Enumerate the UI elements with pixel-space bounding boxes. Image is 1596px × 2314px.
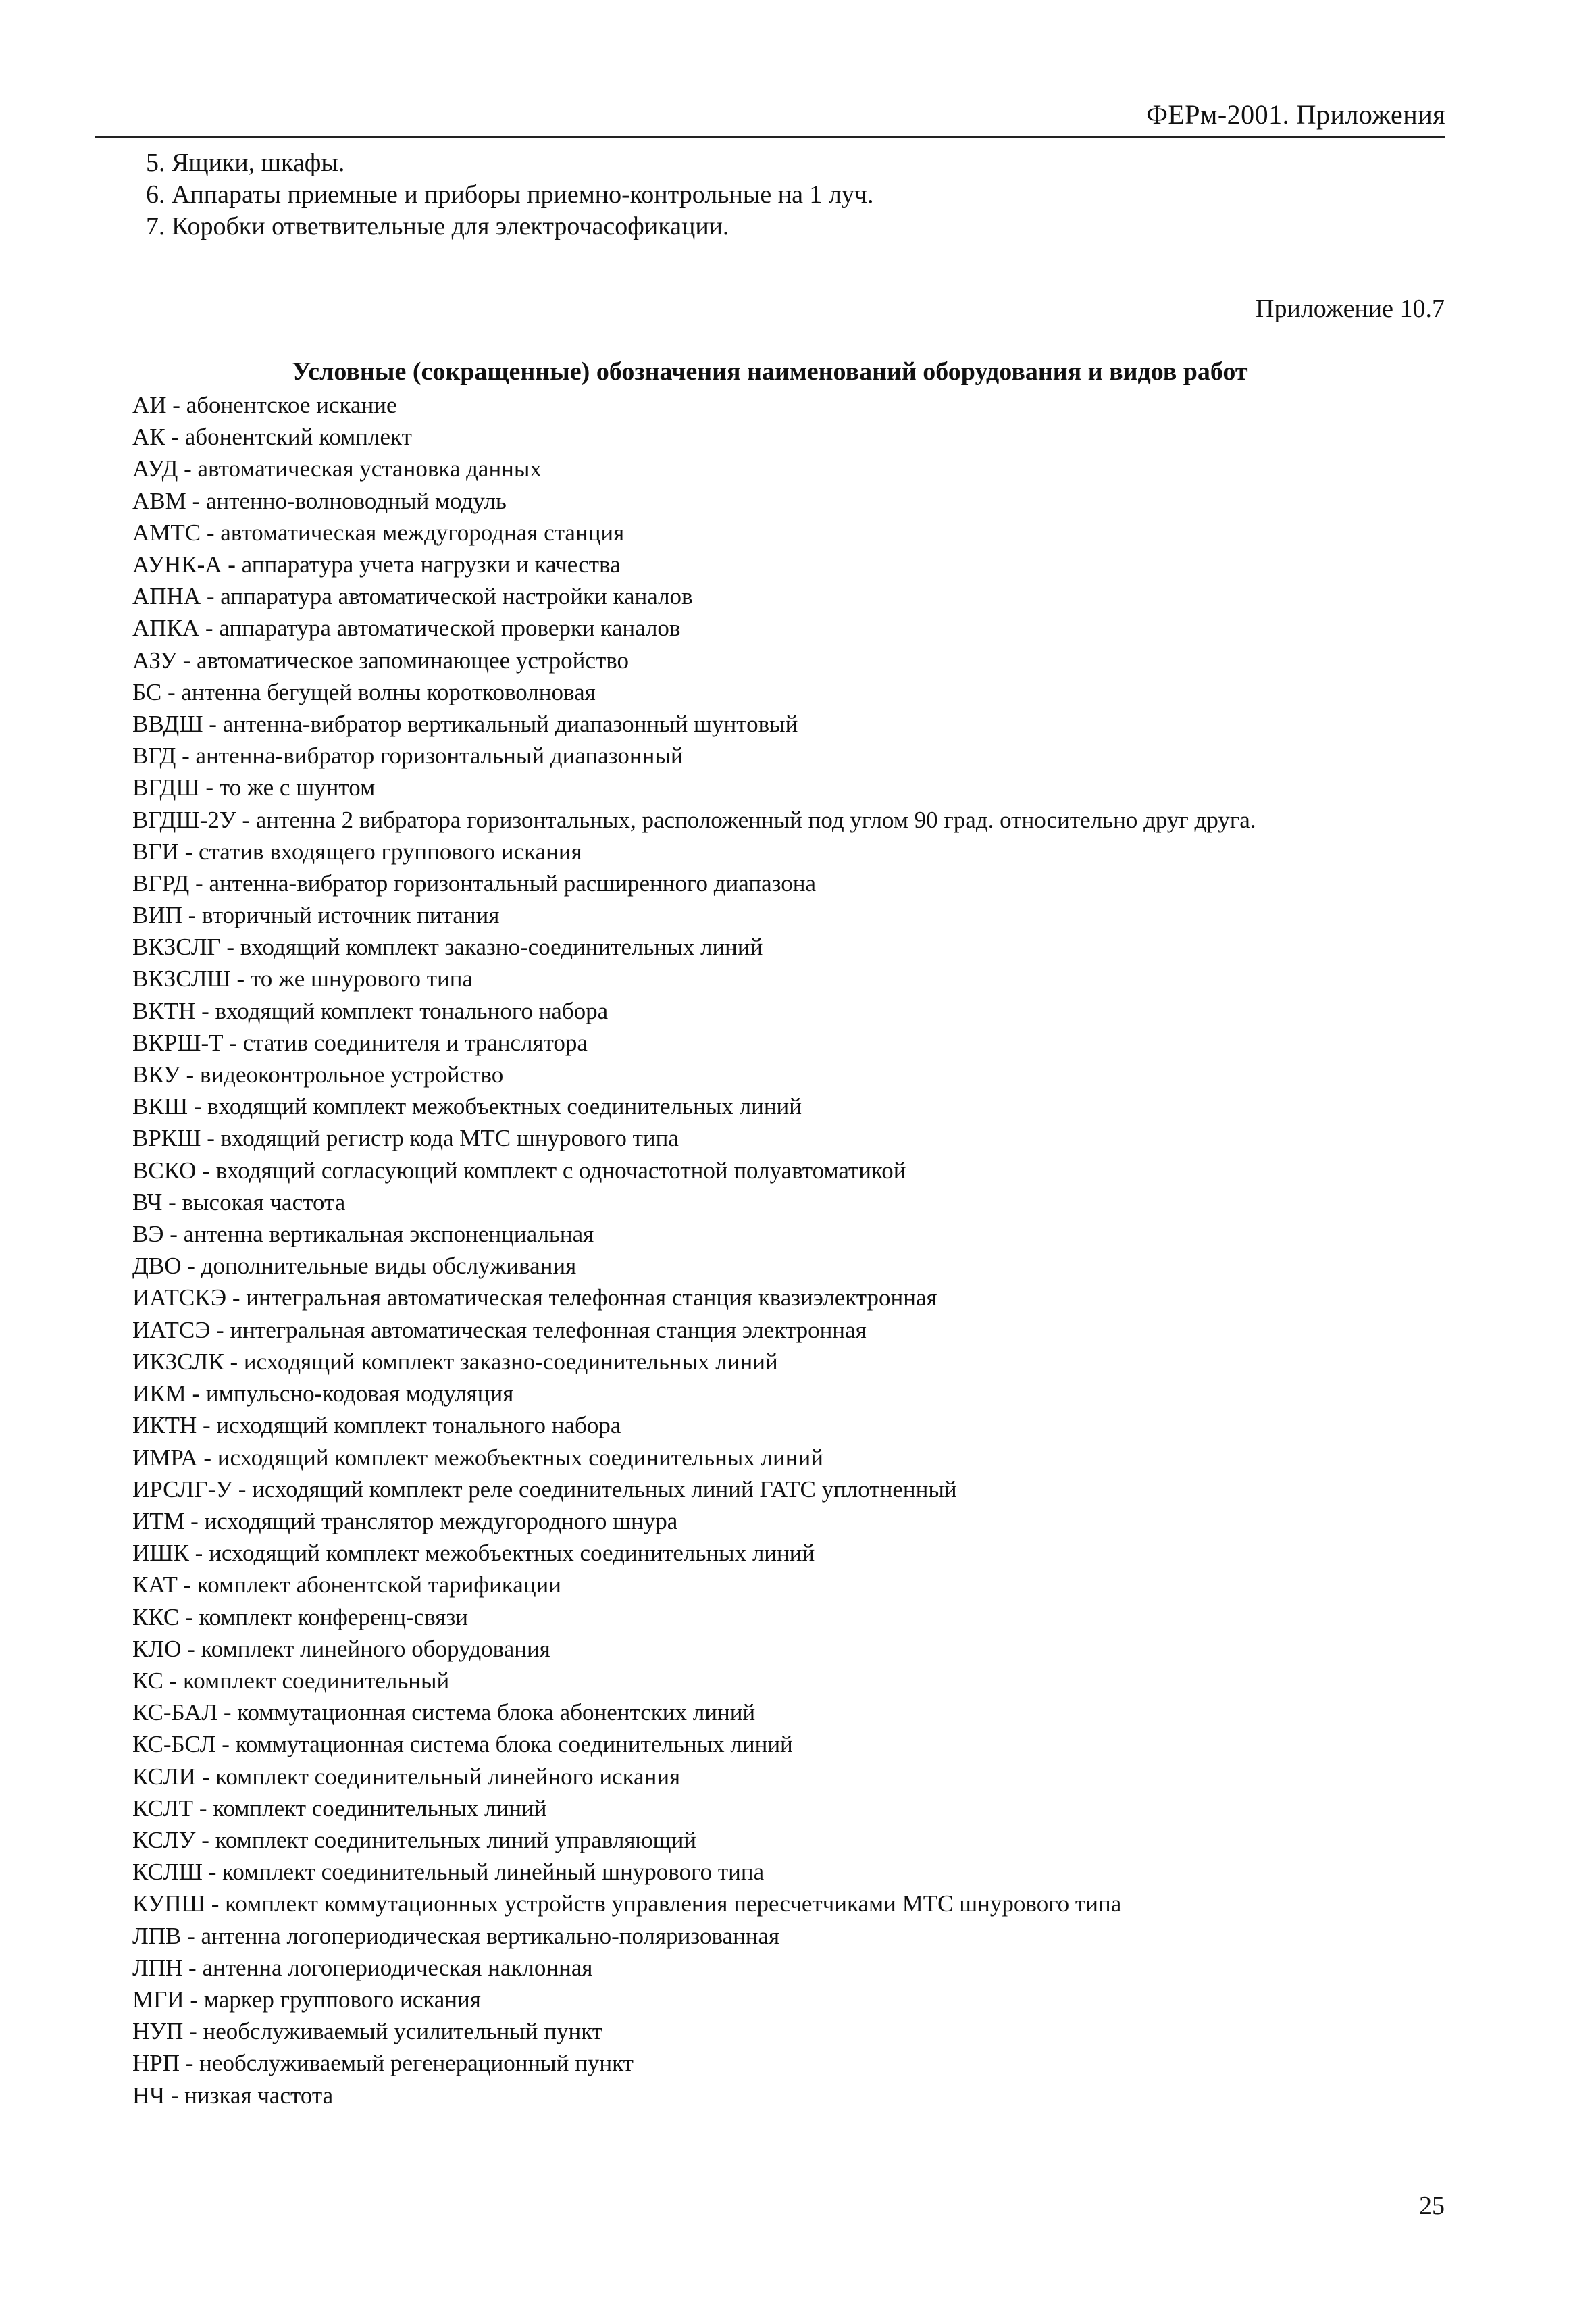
abbreviation-item: КСЛШ - комплект соединительный линейный шнурового типа (132, 1859, 765, 1886)
abbreviation-item: КСЛТ - комплект соединительных линий (132, 1794, 547, 1821)
intro-list (146, 147, 874, 243)
abbreviation-item: ВКЗСЛГ - входящий комплект заказно-соединительных линий (132, 934, 763, 961)
list-item: 7. Коробки ответвительные для электрочасофикации. (146, 212, 729, 241)
abbreviation-item: АК - абонентский комплект (132, 424, 412, 451)
abbreviation-item: КАТ - комплект абонентской тарификации (132, 1571, 562, 1599)
abbreviation-item: ВРКШ - входящий регистр кода МТС шнурового типа (132, 1125, 679, 1152)
list-item: 6. Аппараты приемные и приборы приемно-контрольные на 1 луч. (146, 180, 874, 209)
abbreviation-item: ВЧ - высокая частота (132, 1188, 346, 1215)
abbreviation-item: АУНК-А - аппаратура учета нагрузки и качества (132, 551, 621, 578)
abbreviation-item: НРП - необслуживаемый регенерационный пункт (132, 2050, 634, 2077)
abbreviation-item: КЛО - комплект линейного оборудования (132, 1635, 550, 1662)
abbreviation-item: ИАТСКЭ - интегральная автоматическая телефонная станция квазиэлектронная (132, 1284, 937, 1311)
page-title: Условные (сокращенные) обозначения наименований оборудования и видов работ (292, 357, 1248, 386)
abbreviation-item: КС-БСЛ - коммутационная система блока соединительных линий (132, 1731, 793, 1758)
abbreviation-item: КСЛУ - комплект соединительных линий управляющий (132, 1826, 697, 1853)
abbreviation-item: ВИП - вторичный источник питания (132, 902, 500, 929)
abbreviation-item: ВГДШ-2У - антенна 2 вибратора горизонтальных, расположенный под углом 90 град. относительно друг друга. (132, 806, 1256, 833)
abbreviation-item: ВГД - антенна-вибратор горизонтальный диапазонный (132, 743, 684, 770)
abbreviation-item: АМТС - автоматическая междугородная станция (132, 519, 625, 546)
abbreviation-item: ЛПН - антенна логопериодическая наклонная (132, 1954, 593, 1981)
list-item: 5. Ящики, шкафы. (146, 149, 345, 177)
abbreviation-item: ВКТН - входящий комплект тонального набора (132, 997, 609, 1024)
abbreviation-item: АПНА - аппаратура автоматической настройки каналов (132, 583, 693, 610)
abbreviation-item: БС - антенна бегущей волны коротковолновая (132, 678, 596, 705)
abbreviation-item: ВГИ - статив входящего группового искания (132, 838, 582, 865)
abbreviation-item: АИ - абонентское искание (132, 392, 397, 418)
abbreviation-item: ИКМ - импульсно-кодовая модуляция (132, 1380, 514, 1407)
abbreviation-item: ВКРШ-Т - статив соединителя и транслятора (132, 1029, 588, 1056)
abbreviation-item: ДВО - дополнительные виды обслуживания (132, 1253, 577, 1280)
abbreviation-item: КС - комплект соединительный (132, 1667, 450, 1694)
running-title: ФЕРм-2001. Приложения (1146, 99, 1445, 130)
abbreviation-item: ИМРА - исходящий комплект межобъектных соединительных линий (132, 1444, 823, 1471)
abbreviation-item: АУД - автоматическая установка данных (132, 455, 542, 482)
abbreviation-item: АПКА - аппаратура автоматической проверки каналов (132, 615, 681, 642)
abbreviation-item: НУП - необслуживаемый усилительный пункт (132, 2018, 603, 2045)
abbreviation-item: МГИ - маркер группового искания (132, 1986, 481, 2013)
appendix-label: Приложение 10.7 (1256, 295, 1445, 323)
abbreviation-item: КУПШ - комплект коммутационных устройств управления пересчетчиками МТС шнурового типа (132, 1890, 1122, 1917)
abbreviation-item: ЛПВ - антенна логопериодическая вертикально-поляризованная (132, 1922, 780, 1949)
abbreviation-item: ВКШ - входящий комплект межобъектных соединительных линий (132, 1093, 802, 1120)
abbreviation-item: ВВДШ - антенна-вибратор вертикальный диапазонный шунтовый (132, 711, 798, 738)
abbreviation-item: ВКЗСЛШ - то же шнурового типа (132, 965, 473, 992)
abbreviation-item: ИТМ - исходящий транслятор междугородного шнура (132, 1507, 678, 1534)
abbreviation-item: ВСКО - входящий согласующий комплект с одночастотной полуавтоматикой (132, 1157, 906, 1184)
abbreviation-item: ИКТН - исходящий комплект тонального набора (132, 1412, 621, 1439)
page-number: 25 (1419, 2192, 1445, 2220)
abbreviation-item: АЗУ - автоматическое запоминающее устройство (132, 647, 629, 674)
abbreviation-item: КС-БАЛ - коммутационная система блока абонентских линий (132, 1699, 756, 1726)
abbreviation-item: НЧ - низкая частота (132, 2082, 334, 2109)
abbreviation-item: КСЛИ - комплект соединительный линейного искания (132, 1763, 681, 1790)
abbreviation-item: ВЭ - антенна вертикальная экспоненциальная (132, 1221, 594, 1248)
abbreviation-item: ВКУ - видеоконтрольное устройство (132, 1061, 504, 1088)
abbreviation-item: ИКЗСЛК - исходящий комплект заказно-соединительных линий (132, 1348, 778, 1375)
abbreviation-item: ВГДШ - то же с шунтом (132, 774, 376, 801)
abbreviation-item: АВМ - антенно-волноводный модуль (132, 487, 507, 514)
abbreviation-item: ВГРД - антенна-вибратор горизонтальный расширенного диапазона (132, 870, 816, 897)
abbreviation-item: ИРСЛГ-У - исходящий комплект реле соединительных линий ГАТС уплотненный (132, 1476, 957, 1503)
abbreviation-item: ККС - комплект конференц-связи (132, 1603, 468, 1630)
abbreviation-list (95, 389, 1445, 2111)
running-header (95, 93, 1445, 138)
abbreviation-item: ИШК - исходящий комплект межобъектных соединительных линий (132, 1540, 815, 1567)
abbreviation-item: ИАТСЭ - интегральная автоматическая телефонная станция электронная (132, 1316, 867, 1343)
